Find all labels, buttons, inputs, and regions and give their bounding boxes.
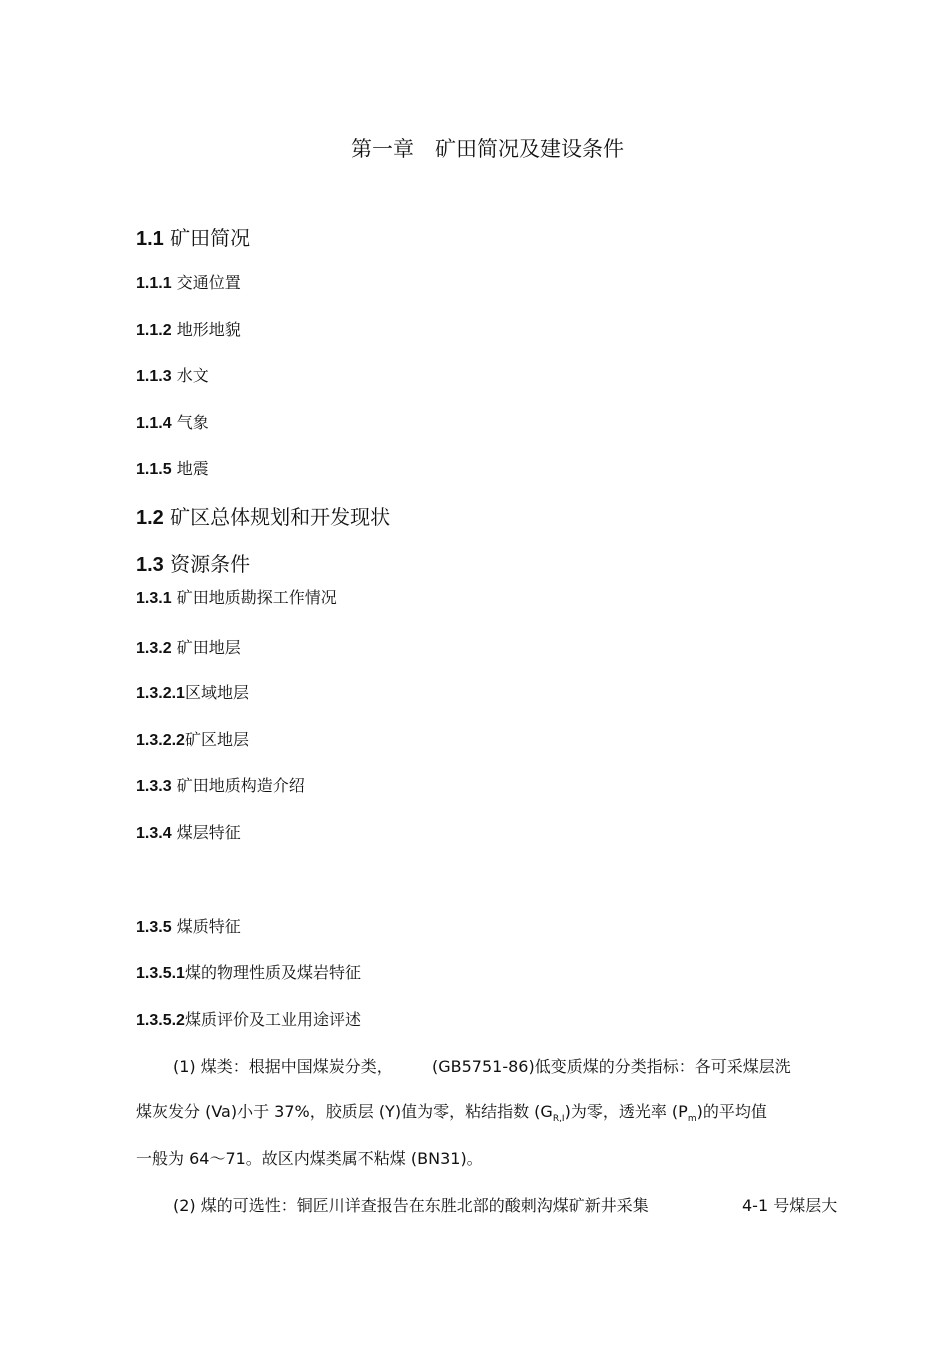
heading-1-1-1: 1.1.1 交通位置 xyxy=(136,273,241,292)
heading-1-3: 1.3 资源条件 xyxy=(136,552,251,576)
heading-1-3-2: 1.3.2 矿田地层 xyxy=(136,638,241,657)
paragraph-1-line-1b: (GB5751-86)低变质煤的分类指标：各可采煤层洗 xyxy=(432,1057,791,1076)
heading-1-1-5: 1.1.5 地震 xyxy=(136,459,209,478)
heading-1-3-5-2: 1.3.5.2煤质评价及工业用途评述 xyxy=(136,1010,361,1029)
paragraph-2-line-1b: 4-1 号煤层大 xyxy=(742,1196,838,1215)
heading-1-3-3: 1.3.3 矿田地质构造介绍 xyxy=(136,776,305,795)
heading-1-3-4: 1.3.4 煤层特征 xyxy=(136,823,241,842)
heading-1-1-4: 1.1.4 气象 xyxy=(136,413,209,432)
paragraph-1-line-1a: (1) 煤类：根据中国煤炭分类， xyxy=(173,1057,393,1076)
paragraph-2-line-1a: (2) 煤的可选性：铜匠川详查报告在东胜北部的酸刺沟煤矿新井采集 xyxy=(173,1196,649,1215)
page-title: 第一章 矿田简况及建设条件 xyxy=(351,137,624,161)
heading-1-1: 1.1 矿田简况 xyxy=(136,226,251,250)
heading-1-3-2-1: 1.3.2.1区域地层 xyxy=(136,683,249,702)
heading-1-3-1: 1.3.1 矿田地质勘探工作情况 xyxy=(136,588,337,607)
paragraph-1-line-3: 一般为 64～71。故区内煤类属不粘煤 (BN31)。 xyxy=(136,1149,483,1168)
heading-1-3-5-1: 1.3.5.1煤的物理性质及煤岩特征 xyxy=(136,963,361,982)
heading-1-3-5: 1.3.5 煤质特征 xyxy=(136,917,241,936)
heading-1-1-2: 1.1.2 地形地貌 xyxy=(136,320,241,339)
heading-1-3-2-2: 1.3.2.2矿区地层 xyxy=(136,730,249,749)
heading-1-1-3: 1.1.3 水文 xyxy=(136,366,209,385)
heading-1-2: 1.2 矿区总体规划和开发现状 xyxy=(136,505,391,529)
paragraph-1-line-2: 煤灰发分 (Va)小于 37%，胶质层 (Y)值为零，粘结指数 $(G_{R,I})$为零，透光率 $(P_m)$的平均值 xyxy=(136,1102,767,1125)
